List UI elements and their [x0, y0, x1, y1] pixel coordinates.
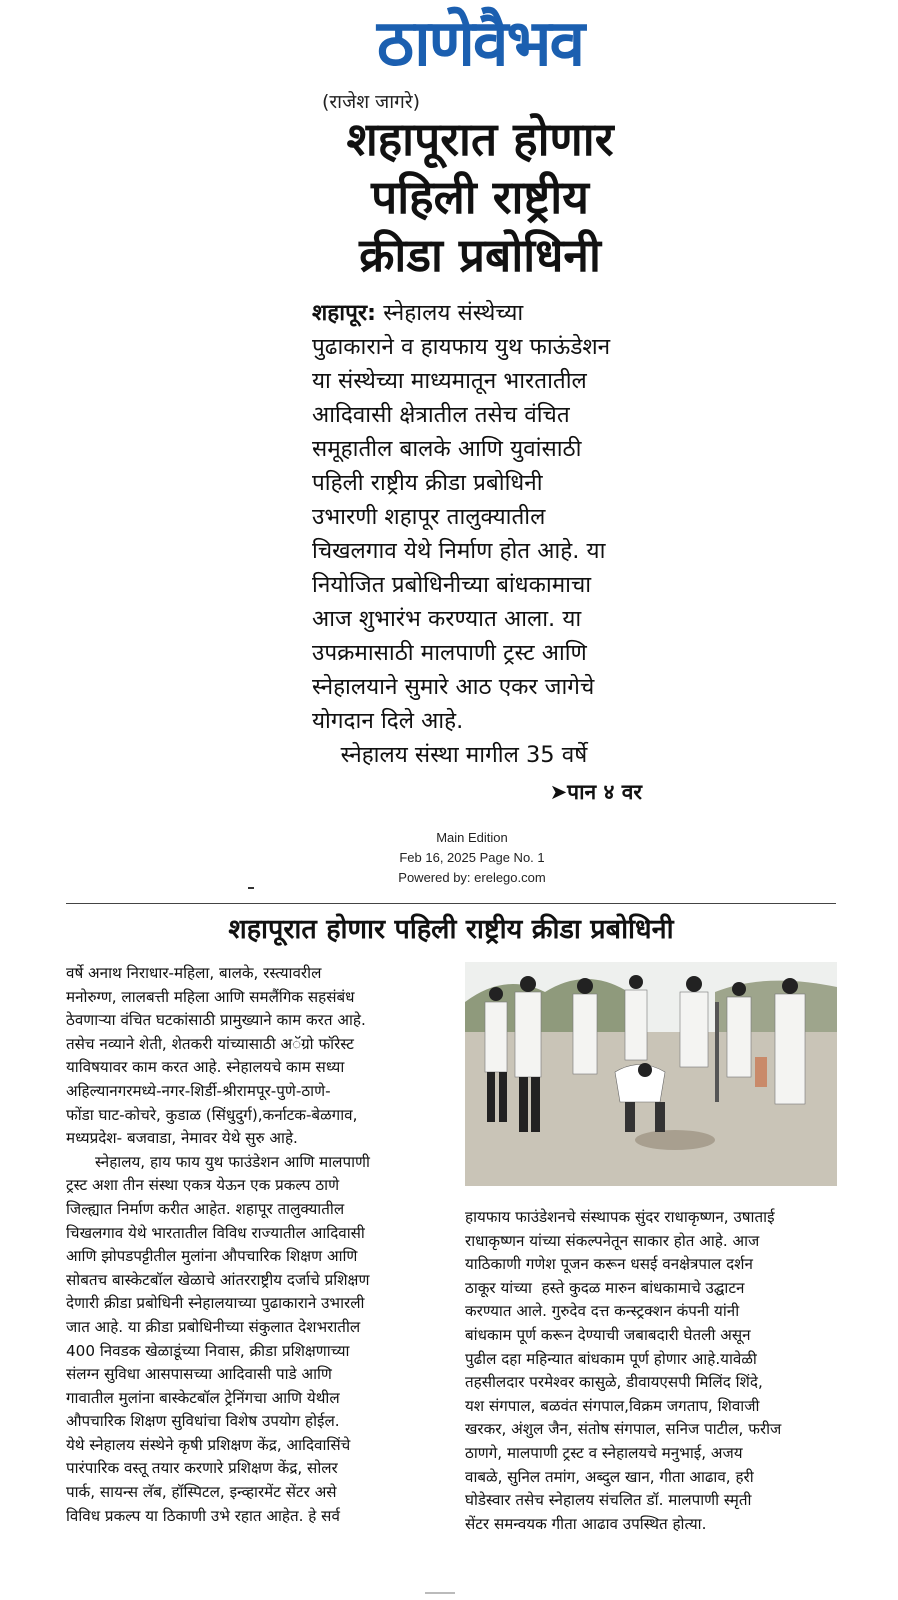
section-divider: [66, 903, 836, 904]
headline-line-3: क्रीडा प्रबोधिनी: [359, 228, 601, 282]
column-line: मनोरुग्ण, लालबत्ती महिला आणि समलैंगिक सहसंबंध: [66, 987, 355, 1006]
column-line: यश संगपाल, बळवंत संगपाल,विक्रम जगताप, शिवाजी: [465, 1396, 760, 1415]
headline: [300, 110, 660, 284]
column-line: विविध प्रकल्प या ठिकाणी उभे रहात आहेत. हे सर्व: [66, 1506, 340, 1525]
column-line: जात आहे. या क्रीडा प्रबोधिनीच्या संकुलात देशभरातील: [66, 1317, 361, 1336]
column-line: औपचारिक शिक्षण सुविधांचा विशेष उपयोग होईल.: [66, 1412, 340, 1431]
column-line: तसेच नव्याने शेती, शेतकरी यांच्यासाठी अॅग्रो फॉरेस्ट: [66, 1034, 354, 1053]
column-line: पुढील दहा महिन्यात बांधकाम पूर्ण होणार आहे.यावेळी: [465, 1349, 757, 1368]
lead-first-line: स्नेहालय संस्थेच्या: [376, 300, 524, 326]
column-line: जिल्ह्यात निर्माण करीत आहेत. शहापूर तालुक्यातील: [66, 1199, 345, 1218]
column-line: गावातील मुलांना बास्केटबॉल ट्रेनिंगचा आणि येथील: [66, 1388, 340, 1407]
continued-on-page-link[interactable]: ➤पान ४ वर: [549, 780, 642, 804]
lead-line: नियोजित प्रबोधिनीच्या बांधकामाचा: [312, 572, 592, 598]
news-photo-illustration: [465, 962, 837, 1186]
column-line: घोडेस्वार तसेच स्नेहालय संचलित डॉ. मालपाणी स्मृती: [465, 1491, 752, 1510]
powered-by[interactable]: Powered by: erelego.com: [398, 870, 546, 885]
column-line: येथे स्नेहालय संस्थेने कृषी प्रशिक्षण केंद्र, आदिवासिंचे: [66, 1435, 351, 1454]
lead-line: आदिवासी क्षेत्रातील तसेच वंचित: [312, 402, 570, 428]
lead-line: उपक्रमासाठी मालपाणी ट्रस्ट आणि: [312, 640, 587, 666]
column-line: पारंपारिक वस्तू तयार करणारे प्रशिक्षण केंद्र, सोलर: [66, 1459, 338, 1478]
column-line: बांधकाम पूर्ण करून देण्याची जबाबदारी घेतली असून: [465, 1325, 751, 1344]
column-line: चिखलगाव येथे भारतातील विविध राज्यातील आदिवासी: [66, 1223, 365, 1242]
column-line: 400 निवडक खेळाडूंच्या निवास, क्रीडा प्रशिक्षणाच्या: [66, 1341, 350, 1360]
lead-line: या संस्थेच्या माध्यमातून भारतातील: [312, 368, 587, 394]
headline-line-2: पहिली राष्ट्रीय: [371, 170, 589, 224]
masthead-logo: ठाणेवैभव: [376, 7, 584, 81]
lead-line: पुढाकाराने व हायफाय युथ फाऊंडेशन: [312, 334, 611, 360]
right-column: [465, 1206, 837, 1536]
column-line: देणारी क्रीडा प्रबोधिनी स्नेहालयाच्या पुढाकाराने उभारली: [66, 1294, 365, 1313]
column-line: याविषयावर काम करत आहे. स्नेहालयचे काम सध्या: [66, 1058, 345, 1077]
lead-line: योगदान दिले आहे.: [312, 708, 464, 734]
dateline: शहापूर:: [312, 300, 377, 326]
column-line: सेंटर समन्वयक गीता आढाव उपस्थित होत्या.: [465, 1514, 707, 1533]
column-line: ठाकूर यांच्या हस्ते कुदळ मारुन बांधकामाचे उद्घाटन: [465, 1278, 745, 1297]
column-line: आणि झोपडपट्टीतील मुलांना औपचारिक शिक्षण आणि: [66, 1247, 358, 1266]
edition-info: [350, 828, 594, 888]
column-line: वाबळे, सुनिल तमांग, अब्दुल खान, गीता आढाव, हरी: [465, 1467, 754, 1486]
lead-line: उभारणी शहापूर तालुक्यातील: [312, 504, 546, 530]
column-line: करण्यात आले. गुरुदेव दत्त कन्स्ट्रक्शन कंपनी यांनी: [465, 1302, 740, 1321]
lead-line: आज शुभारंभ करण्यात आला. या: [312, 606, 582, 632]
column-line: राधाकृष्णन यांच्या संकल्पनेतून साकार होत आहे. आज: [465, 1231, 760, 1250]
column-line: अहिल्यानगरमध्ये-नगर-शिर्डी-श्रीरामपूर-पुणे-ठाणे-: [66, 1081, 331, 1100]
lead-line: स्नेहालयाने सुमारे आठ एकर जागेचे: [312, 674, 595, 700]
column-line: खरकर, अंशुल जैन, संतोष संगपाल, सनिज पाटील, फरीज: [465, 1420, 782, 1439]
lead-line: पहिली राष्ट्रीय क्रीडा प्रबोधिनी: [312, 470, 543, 496]
column-line: ठाणगे, मालपाणी ट्रस्ट व स्नेहालयचे मनुभाई, अजय: [465, 1443, 743, 1462]
continuation-headline: शहापूरात होणार पहिली राष्ट्रीय क्रीडा प्रबोधिनी: [228, 914, 674, 945]
column-line: ठेवणाऱ्या वंचित घटकांसाठी प्रामुख्याने काम करत आहे.: [66, 1011, 366, 1030]
lead-line: चिखलगाव येथे निर्माण होत आहे. या: [312, 538, 606, 564]
column-line: पार्क, सायन्स लॅब, हॉस्पिटल, इन्व्हारमेंट सेंटर असे: [66, 1483, 337, 1502]
column-line: तहसीलदार परमेश्वर कासुळे, डीवायएसपी मिलिंद शिंदे,: [465, 1373, 763, 1392]
lead-article: [312, 296, 646, 772]
column-line: ट्रस्ट अशा तीन संस्था एकत्र येऊन एक प्रकल्प ठाणे: [66, 1176, 340, 1195]
news-photo: [465, 962, 837, 1186]
bottom-mark: [425, 1592, 455, 1594]
column-line: सोबतच बास्केटबॉल खेळाचे आंतरराष्ट्रीय दर्जाचे प्रशिक्षण: [66, 1270, 370, 1289]
column-line: मध्यप्रदेश- बजवाडा, नेमावर येथे सुरु आहे.: [66, 1129, 298, 1148]
byline: (राजेश जागरे): [322, 91, 421, 113]
lead-line: स्नेहालय संस्था मागील 35 वर्षे: [312, 742, 588, 768]
column-line: संलग्न सुविधा आसपासच्या आदिवासी पाडे आणि: [66, 1365, 332, 1384]
column-line: वर्षे अनाथ निराधार-महिला, बालके, रस्त्यावरील: [66, 964, 322, 982]
lead-line: [312, 296, 646, 330]
column-line: हायफाय फाउंडेशनचे संस्थापक सुंदर राधाकृष्णन, उषाताई: [465, 1208, 775, 1226]
divider-mark: [248, 887, 254, 889]
edition-name: Main Edition: [436, 830, 508, 845]
lead-line: समूहातील बालके आणि युवांसाठी: [312, 436, 582, 462]
column-line: याठिकाणी गणेश पूजन करून धसई वनक्षेत्रपाल दर्शन: [465, 1255, 753, 1274]
edition-date-page: Feb 16, 2025 Page No. 1: [399, 850, 545, 865]
left-column: [66, 962, 454, 1528]
headline-line-1: शहापूरात होणार: [346, 112, 614, 166]
column-line: फोंडा घाट-कोचरे, कुडाळ (सिंधुदुर्ग),कर्नाटक-बेळगाव,: [66, 1105, 358, 1124]
column-line: स्नेहालय, हाय फाय युथ फाउंडेशन आणि मालपाणी: [66, 1152, 370, 1171]
